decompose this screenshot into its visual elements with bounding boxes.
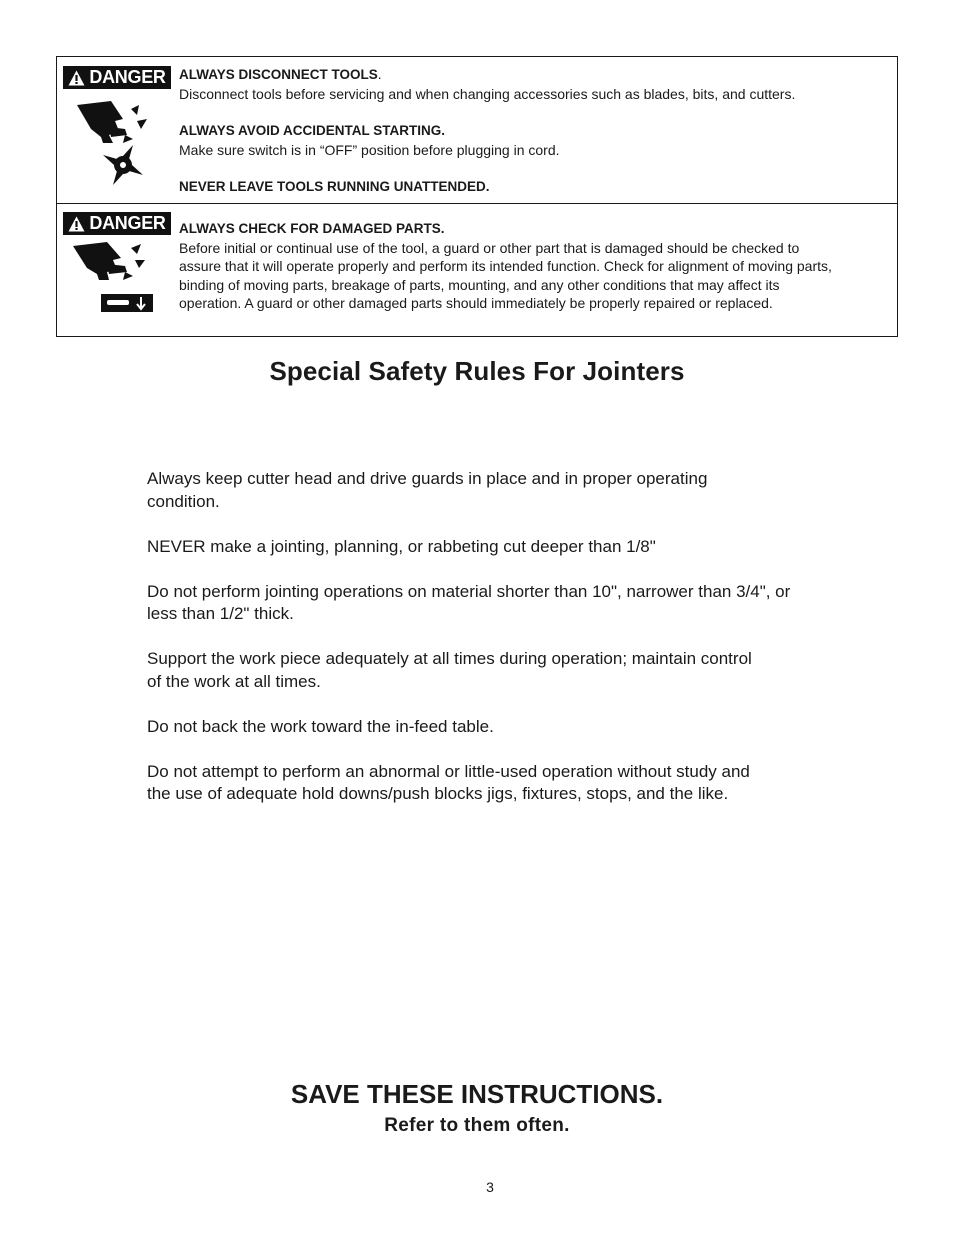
- danger-line: binding of moving parts, breakage of parts, mounting, and any other conditions that may affect its: [179, 276, 780, 293]
- save-instructions-heading: SAVE THESE INSTRUCTIONS.: [290, 1079, 664, 1109]
- hand-cutter-blade-warning-icon: [73, 99, 155, 189]
- danger-text-2: [179, 220, 895, 313]
- danger-panel-damaged-parts: [57, 204, 897, 336]
- danger-box: [56, 56, 898, 337]
- safety-rule: Always keep cutter head and drive guards in place and in proper operating condition.: [147, 469, 708, 511]
- safety-rules-list: [147, 468, 847, 828]
- danger-line: Disconnect tools before servicing and when changing accessories such as blades, bits, and cutters.: [179, 85, 796, 102]
- danger-heading-unattended: NEVER LEAVE TOOLS RUNNING UNATTENDED.: [179, 179, 490, 194]
- danger-line: operation. A guard or other damaged parts should immediately be properly repaired or replaced.: [179, 295, 773, 311]
- danger-badge: [63, 212, 171, 235]
- danger-text-1: [179, 65, 895, 197]
- danger-heading-disconnect: ALWAYS DISCONNECT TOOLS.: [179, 66, 382, 82]
- refer-subheading: Refer to them often.: [384, 1115, 570, 1136]
- danger-line: assure that it will operate properly and perform its intended function. Check for alignment of moving parts,: [179, 258, 832, 274]
- danger-badge: [63, 66, 171, 89]
- danger-panel-disconnect: [57, 57, 897, 204]
- danger-line: Before initial or continual use of the tool, a guard or other part that is damaged should be checked to: [179, 239, 800, 256]
- safety-rule: NEVER make a jointing, planning, or rabbeting cut deeper than 1/8": [147, 536, 656, 556]
- section-title: Special Safety Rules For Jointers: [269, 356, 685, 386]
- safety-rule: Do not attempt to perform an abnormal or little-used operation without study and the use of adequate hold downs/push blocks jigs, fixtures, stops, and the like.: [147, 761, 750, 803]
- danger-badge-label: DANGER: [89, 213, 166, 233]
- safety-rule: Do not back the work toward the in-feed table.: [147, 716, 494, 736]
- danger-badge-label: DANGER: [89, 67, 166, 87]
- danger-heading-starting: ALWAYS AVOID ACCIDENTAL STARTING.: [179, 123, 446, 138]
- warning-triangle-icon: [68, 216, 85, 232]
- warning-triangle-icon: [68, 70, 85, 86]
- danger-line: Make sure switch is in “OFF” position before plugging in cord.: [179, 141, 560, 158]
- hand-damaged-part-warning-icon: [73, 242, 155, 316]
- danger-heading-damaged: ALWAYS CHECK FOR DAMAGED PARTS.: [179, 221, 445, 236]
- safety-rule: Support the work piece adequately at all times during operation; maintain control of the work at all times.: [147, 649, 752, 691]
- safety-rule: Do not perform jointing operations on material shorter than 10", narrower than 3/4", or less than 1/2" thick.: [147, 581, 791, 623]
- page-number: 3: [486, 1179, 494, 1195]
